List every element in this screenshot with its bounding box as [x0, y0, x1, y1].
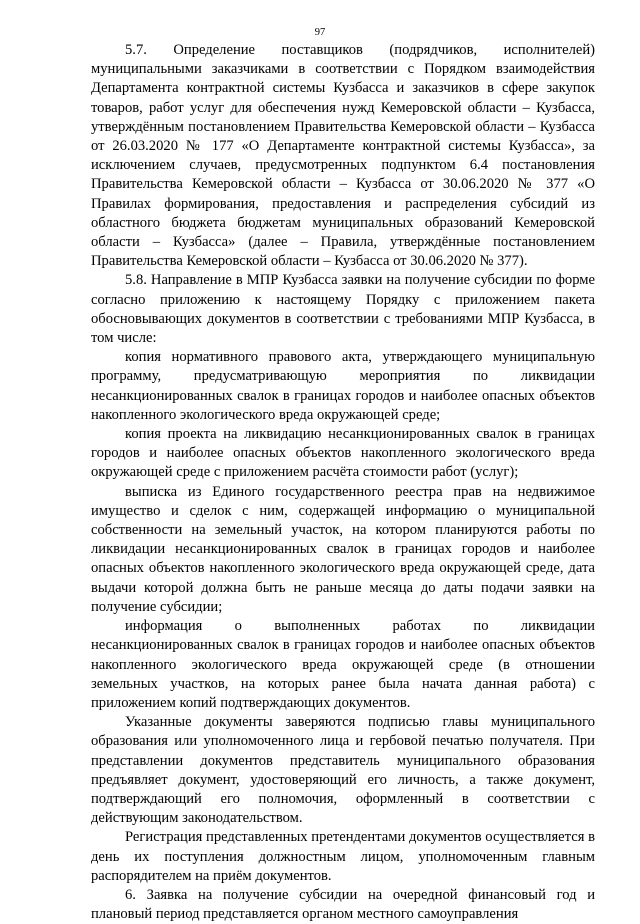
paragraph-registration: Регистрация представленных претендентами документов осуществляется в день их поступления должностным лицом, уполномоченным главным распорядителем на приём документов. — [91, 829, 595, 884]
paragraph-list-item: копия нормативного правового акта, утверждающего муниципальную программу, предусматривающую мероприятия по ликвидации несанкционированных свалок в границах городов и наиболее опасных объектов накопленного экологического вреда окружающей среде; — [91, 349, 595, 423]
paragraph-list-item: выписка из Единого государственного реестра прав на недвижимое имущество и сделок с ним, содержащей информацию о муниципальной собственности на земельный участок, на котором планируются работы по ликвидации несанкционированных свалок в границах городов и наиболее опасных объектов накопленного экологического вреда окружающей среде, дата выдачи которой должна быть не раньше месяца до даты подачи заявки на получение субсидии; — [91, 483, 595, 615]
paragraph-5-7: 5.7. Определение поставщиков (подрядчиков, исполнителей) муниципальными заказчиками в соответствии с Порядком взаимодействия Департамента контрактной системы Кузбасса и заказчиков в сфере закупок товаров, работ услуг для обеспечения нужд Кемеровской области – Кузбасса, утверждённым постановлением Правительства Кемеровской области – Кузбасса от 26.03.2020 № 177 «О Департаменте контрактной системы Кузбасса», за исключением случаев, предусмотренных подпунктом 6.4 постановления Правительства Кемеровской области – Кузбасса от 30.06.2020 № 377 «О Правилах формирования, предоставления и распределения субсидий из областного бюджета бюджетам муниципальных образований Кемеровской области – Кузбасса» (далее – Правила, утверждённые постановлением Правительства Кемеровской области – Кузбасса от 30.06.2020 № 377). — [91, 42, 595, 270]
paragraph-list-item: копия проекта на ликвидацию несанкционированных свалок в границах городов и наиболее опасных объектов накопленного экологического вреда окружающей среде с приложением расчёта стоимости работ (услуг); — [91, 426, 595, 481]
paragraph-5-8: 5.8. Направление в МПР Кузбасса заявки на получение субсидии по форме согласно приложению к настоящему Порядку с приложением пакета обосновывающих документов в соответствии с требованиями МПР Кузбасса, в том числе: — [91, 272, 595, 347]
page-number: 97 — [314, 27, 326, 38]
paragraph-list-item: информация о выполненных работах по ликвидации несанкционированных свалок в границах городов и наиболее опасных объектов накопленного экологического вреда окружающей среде (в отношении земельных участков, на которых ранее была начата данная работа) с приложением копий подтверждающих документов. — [91, 618, 595, 711]
paragraph-certification: Указанные документы заверяются подписью главы муниципального образования или уполномоченного лица и гербовой печатью получателя. При представлении документов представитель муниципального образования предъявляет документ, удостоверяющий его личность, а также документ, подтверждающий его полномочия, оформленный в соответствии с действующим законодательством. — [91, 714, 595, 827]
body-text — [91, 41, 595, 924]
paragraph-6: 6. Заявка на получение субсидии на очередной финансовый год и плановый период представляется органом местного самоуправления — [91, 886, 595, 923]
